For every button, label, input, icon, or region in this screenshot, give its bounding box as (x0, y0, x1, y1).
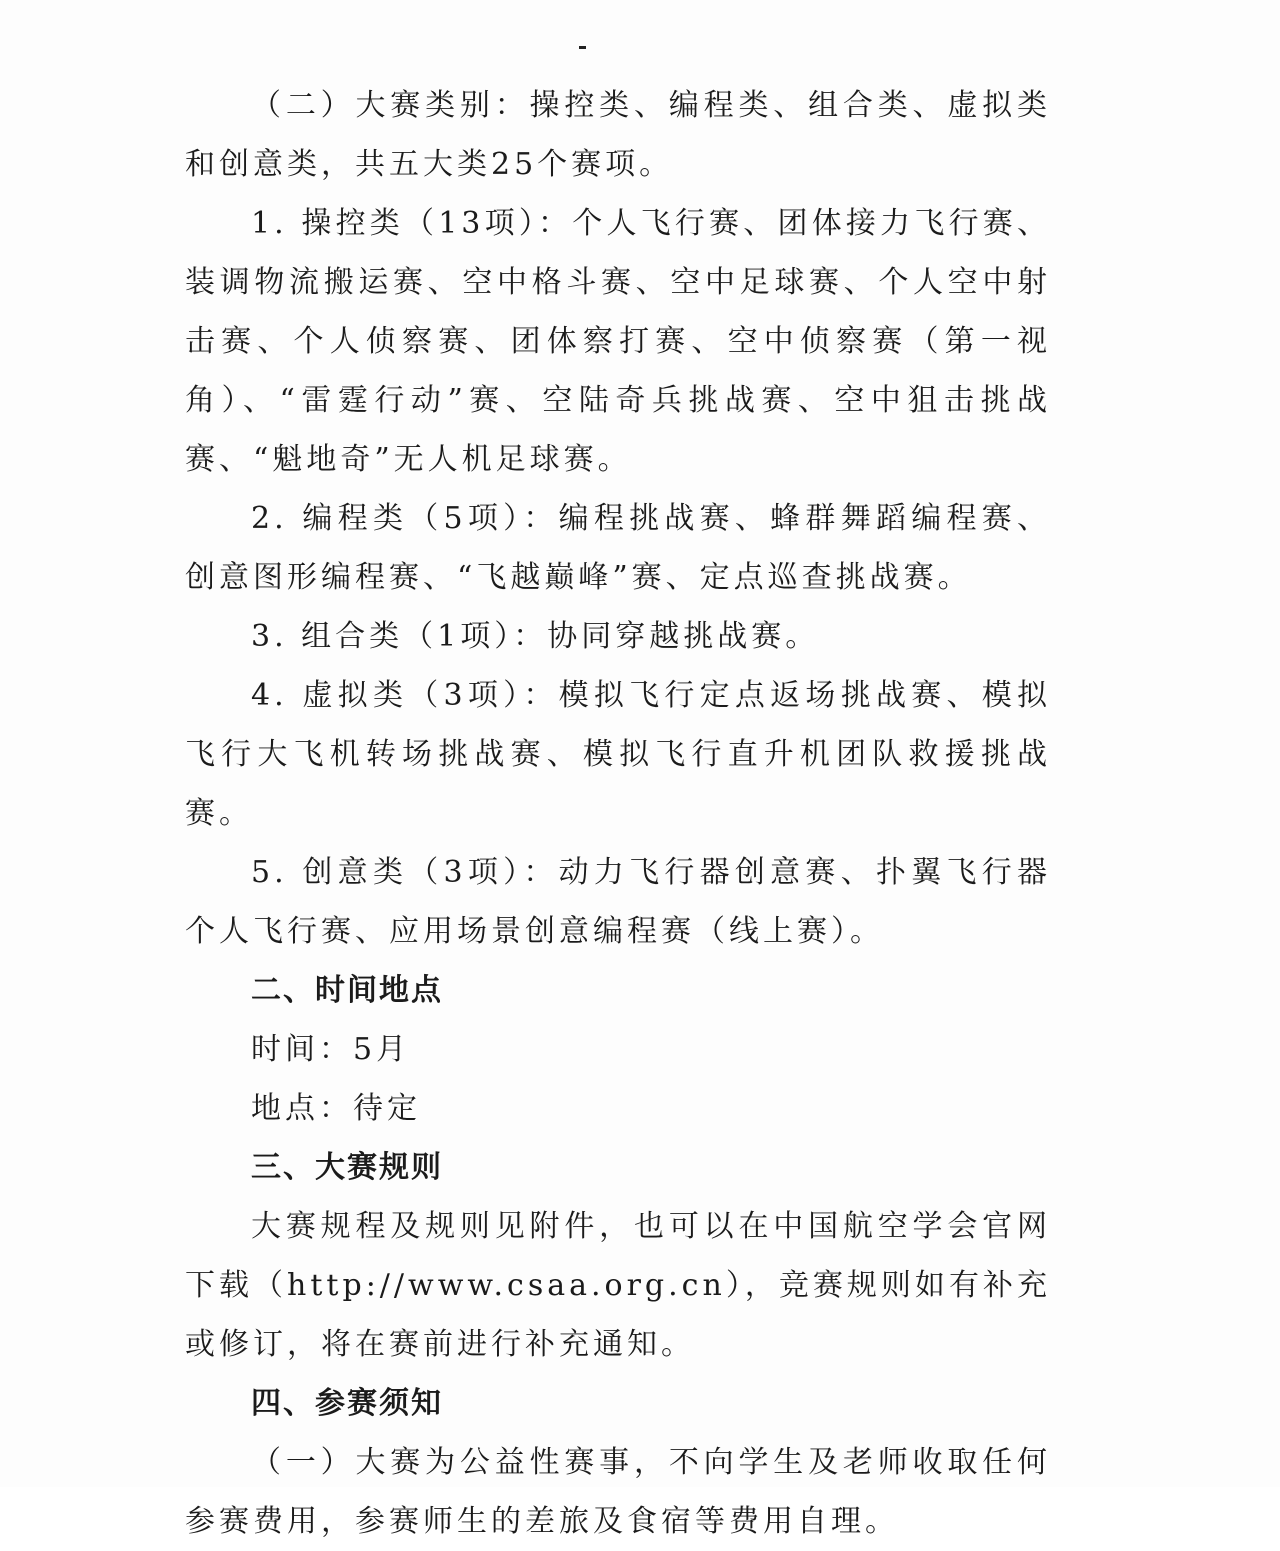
heading-time-location: 二、时间地点 (251, 973, 443, 1008)
paragraph-free-participation: （一）大赛为公益性赛事，不向学生及老师收取任何参赛费用，参赛师生的差旅及食宿等费用自理。 (185, 1445, 1051, 1539)
paragraph-combination-category: 3. 组合类（1项）：协同穿越挑战赛。 (251, 619, 820, 654)
page-top-mark (579, 46, 586, 49)
line-location: 地点：待定 (251, 1091, 421, 1126)
paragraph-control-category: 1. 操控类（13项）：个人飞行赛、团体接力飞行赛、装调物流搬运赛、空中格斗赛、空中足球赛、个人空中射击赛、个人侦察赛、团体察打赛、空中侦察赛（第一视角）、“雷霆行动”赛、空陆奇兵挑战赛、空中狙击挑战赛、“魁地奇”无人机足球赛。 (185, 206, 1051, 477)
heading-participation-notice: 四、参赛须知 (251, 1386, 443, 1421)
heading-rules: 三、大赛规则 (251, 1150, 443, 1185)
paragraph-creative-category: 5. 创意类（3项）：动力飞行器创意赛、扑翼飞行器个人飞行赛、应用场景创意编程赛（线上赛）。 (185, 855, 1051, 949)
paragraph-competition-categories: （二）大赛类别：操控类、编程类、组合类、虚拟类和创意类，共五大类25个赛项。 (185, 88, 1051, 182)
paragraph-rules: 大赛规程及规则见附件，也可以在中国航空学会官网下载（http://www.csaa.org.cn），竞赛规则如有补充或修订，将在赛前进行补充通知。 (185, 1209, 1051, 1362)
document-body (185, 76, 1051, 1551)
paragraph-virtual-category: 4. 虚拟类（3项）：模拟飞行定点返场挑战赛、模拟飞行大飞机转场挑战赛、模拟飞行直升机团队救援挑战赛。 (185, 678, 1051, 831)
paragraph-programming-category: 2. 编程类（5项）：编程挑战赛、蜂群舞蹈编程赛、创意图形编程赛、“飞越巅峰”赛、定点巡查挑战赛。 (185, 501, 1051, 595)
line-time: 时间：5月 (251, 1032, 411, 1067)
